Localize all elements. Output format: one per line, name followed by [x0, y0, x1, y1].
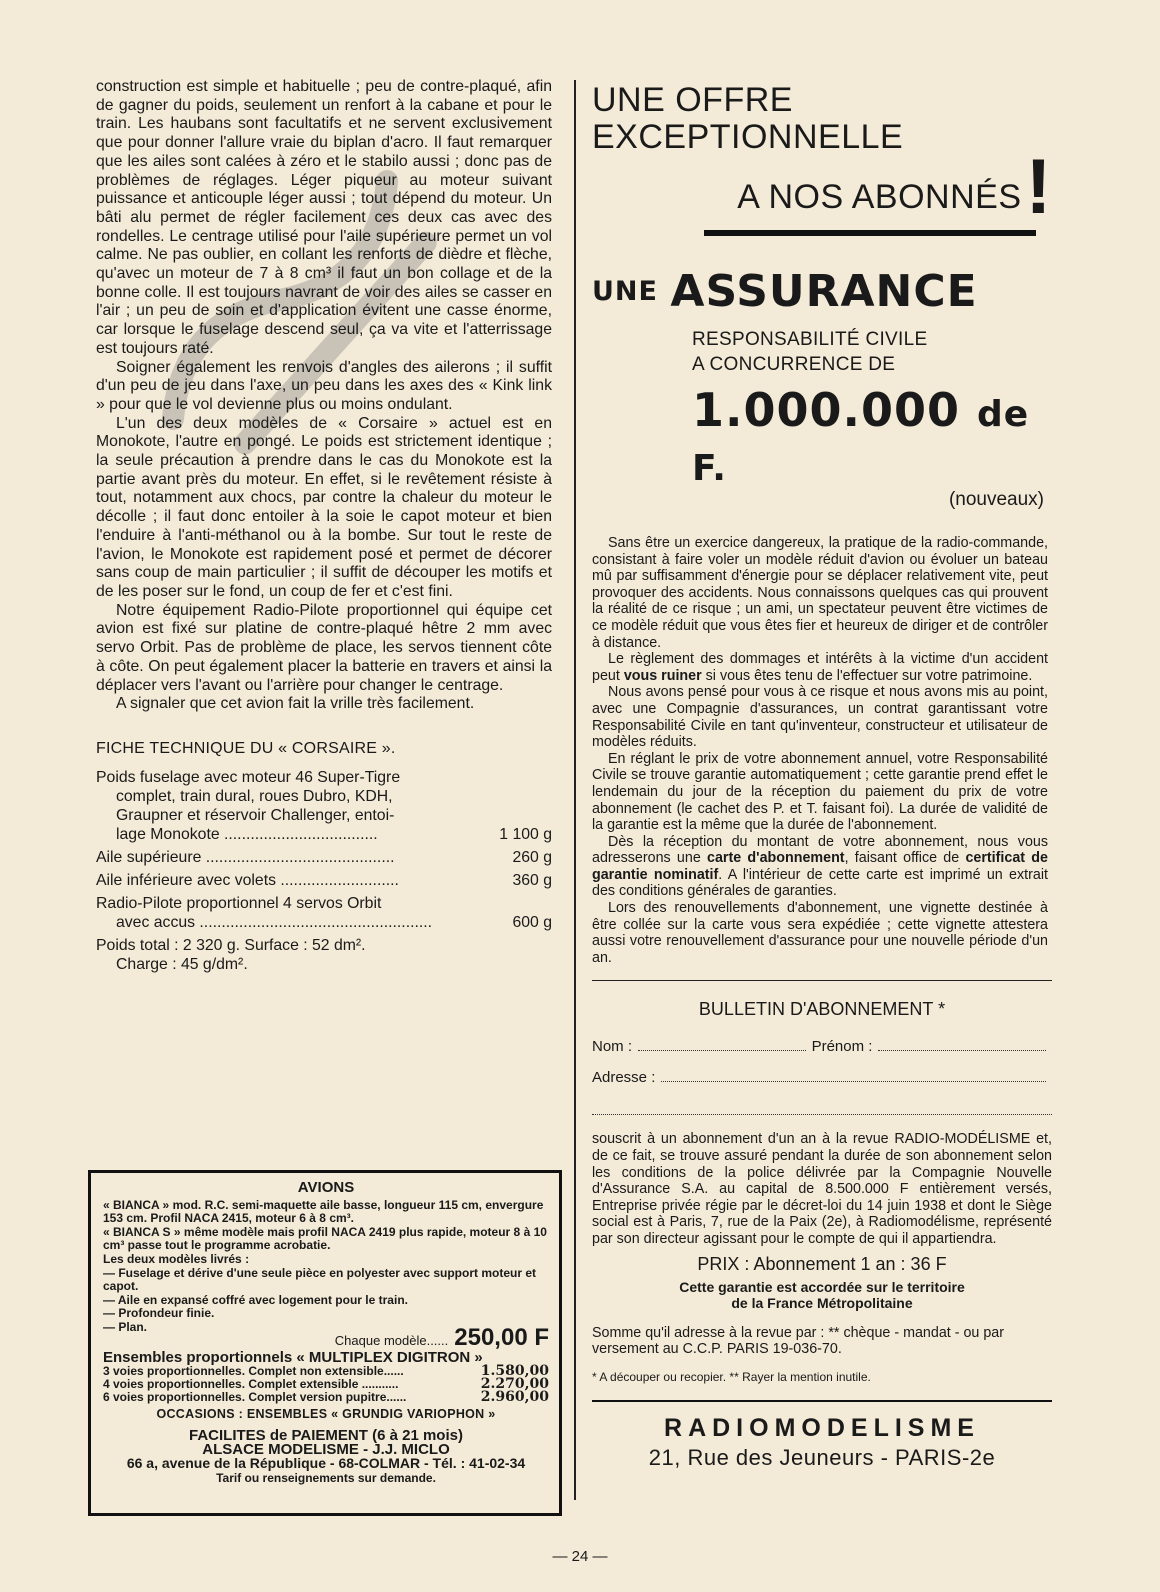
ensemble-price: 2.960,00: [480, 1388, 549, 1405]
subscription-text: souscrit à un abonnement d'un an à la revue RADIO-MODÉLISME et, de ce fait, se trouve assuré pendant la durée de son abonnement selon les conditions de la police délivrée par la Compagnie Nouvelle d'Assurance S.A. au capital de 8.500.000 F entièrement versés, Entreprise privée régie par le décret-loi du 14 juin 1938 et dont le Siège social est à Paris, 7, rue de la Paix (2e), à Radiomodélisme, représenté par son directeur agissant pour le compte de qui il appartiendra.: [592, 1131, 1052, 1247]
thick-rule: [704, 230, 1036, 236]
headline-line: EXCEPTIONNELLE: [592, 118, 904, 156]
offer-paragraph: [592, 834, 1048, 900]
column-divider: [574, 80, 576, 1500]
spec-charge: Charge : 45 g/dm².: [116, 955, 248, 973]
ad-price-value: 250,00 F: [454, 1323, 549, 1351]
spec-line: complet, train dural, roues Dubro, KDH,: [116, 787, 393, 805]
assurance-word: ASSURANCE: [670, 266, 978, 317]
text-run: , faisant office de: [844, 850, 966, 867]
right-column: [592, 82, 1052, 1471]
ad-box-alsace-modelisme: [88, 1170, 562, 1516]
text-run: . A l'intérieur de cette carte est imprimé un extrait des conditions générales de garanties.: [592, 866, 1048, 900]
spec-row: [96, 825, 552, 844]
left-column: [96, 78, 552, 974]
offer-paragraph: Nous avons pensé pour vous à ce risque et nous avons mis au point, avec une Compagnie d'assurances, un contrat garantissant votre Responsabilité Civile en tant qu'inventeur, constructeur et utilisateur de modèles réduits.: [592, 684, 1048, 751]
ad-item: — Profondeur finie.: [103, 1306, 215, 1321]
fiche-title: FICHE TECHNIQUE DU « CORSAIRE ».: [96, 739, 396, 757]
spec-value: 600 g: [512, 913, 552, 931]
spec-value: 1 100 g: [499, 825, 552, 843]
medium-rule: [592, 1400, 1052, 1402]
offer-paragraph: Lors des renouvellements d'abonnement, une vignette destinée à être collée sur la carte vous sera expédiée ; cette vignette attestera aussi votre renouvellement d'assurance pour une nouvelle période d'un an.: [592, 900, 1048, 966]
spec-row: [96, 848, 552, 867]
nom-label: Nom :: [592, 1038, 633, 1056]
occasions-line: OCCASIONS : ENSEMBLES « GRUNDIG VARIOPHON »: [156, 1406, 496, 1421]
spec-total: Poids total : 2 320 g. Surface : 52 dm².: [96, 936, 366, 954]
ensemble-label: 3 voies proportionnelles. Complet non extensible......: [103, 1363, 404, 1378]
spec-line: Radio-Pilote proportionnel 4 servos Orbit: [96, 894, 382, 912]
spec-label: Aile inférieure avec volets ...........................: [96, 871, 399, 889]
name-row: [592, 1038, 1052, 1055]
responsabilite-block: [692, 327, 1052, 377]
address-row: [592, 1069, 1052, 1086]
shop-address: 66 a, avenue de la République - 68-COLMAR - Tél. : 41-02-34: [126, 1454, 526, 1471]
shop-name: ALSACE MODELISME - J.J. MICLO: [202, 1440, 450, 1458]
spec-row: [96, 913, 552, 932]
article-text: [96, 78, 552, 714]
ensemble-label: 6 voies proportionnelles. Complet version pupitre......: [103, 1389, 407, 1404]
facilites-line: FACILITES de PAIEMENT (6 à 21 mois): [189, 1427, 463, 1445]
ad-both: Les deux modèles livrés :: [103, 1251, 250, 1266]
amount-suffix: de F.: [692, 394, 1030, 489]
offer-text: [592, 535, 1052, 966]
ad-price-label: Chaque modèle......: [334, 1332, 449, 1348]
payment-text: Somme qu'il adresse à la revue par : ** chèque - mandat - ou par versement au C.C.P. PARIS 19-036-70.: [592, 1324, 1004, 1358]
ad-item: — Fuselage et dérive d'une seule pièce en polyester avec support moteur et capot.: [103, 1265, 536, 1294]
offer-headline: [592, 81, 1052, 230]
ensembles-title: Ensembles proportionnels « MULTIPLEX DIGITRON »: [103, 1349, 483, 1367]
offer-paragraph: [592, 651, 1048, 684]
spec-line: Poids fuselage avec moteur 46 Super-Tigre: [96, 768, 401, 786]
prenom-field[interactable]: [878, 1038, 1046, 1051]
text-bold: vous ruiner: [623, 667, 702, 684]
garantie-block: [592, 1279, 1052, 1311]
prenom-label: Prénom :: [811, 1038, 873, 1056]
publisher-address: 21, Rue des Jeuneurs - PARIS-2e: [648, 1444, 996, 1470]
ensemble-price: 2.270,00: [480, 1375, 549, 1392]
spec-label: lage Monokote ...................................: [116, 825, 378, 843]
offer-paragraph: En réglant le prix de votre abonnement annuel, votre Responsabilité Civile se trouve garantie automatiquement ; cette garantie prend effet le lendemain du jour de la réception du paiement du prix de votre abonnement (le cachet des P. et T. faisant foi). La durée de validité de la garantie est la même que la durée de l'abonnement.: [592, 750, 1048, 834]
bulletin-title: BULLETIN D'ABONNEMENT *: [698, 999, 946, 1020]
adresse-label: Adresse :: [592, 1069, 656, 1087]
ensemble-row: [103, 1388, 549, 1405]
offer-paragraph: Sans être un exercice dangereux, la pratique de la radio-commande, consistant à faire voler un modèle réduit d'avion ou évoluer un bateau mû par suffisamment d'énergie pour se déplacer relativement vite, peut provoquer des accidents. Nous connaissons quelques cas qui prouvent la réalité de ce risque ; un ami, un spectateur peuvent être victimes de ce modèle réduit que vous êtes fier et heureux de diriger et de contrôler à distance.: [592, 535, 1048, 651]
spec-table: [96, 768, 552, 974]
ensemble-label: 4 voies proportionnelles. Complet extensible ...........: [103, 1376, 399, 1391]
page-number: — 24 —: [552, 1548, 608, 1565]
tarif-line: Tarif ou renseignements sur demande.: [216, 1471, 436, 1486]
ad-item: — Aile en expansé coffré avec logement pour le train.: [103, 1292, 408, 1307]
text-bold: certificat de garantie nominatif: [592, 850, 1048, 883]
assurance-une: UNE: [592, 276, 658, 307]
spec-value: 360 g: [512, 871, 552, 889]
article-paragraph: L'un des deux modèles de « Corsaire » actuel est en Monokote, l'autre en pongé. Le poids est strictement identique ; la seule précaution à prendre dans le cas du Monokote est la partie avant près du moteur. En effet, si le revêtement résiste à tout, notamment aux chocs, par contre la chaleur du moteur le décolle ; il faut donc entoiler à la soie le capot moteur et bien l'enduire à l'anti-méthanol ou à la bombe. Sur tout le reste de l'avion, le Monokote est rapidement posé et permet de décorer sans coup de main particulier ; il suffit de découper les motifs et de les poser sur le fond, un coup de fer et c'est fini.: [96, 414, 552, 600]
ad-title: AVIONS: [297, 1179, 355, 1196]
headline-abonnes: A NOS ABONNÉS: [737, 178, 1022, 216]
ensemble-price: 1.580,00: [480, 1362, 549, 1379]
text-run: Le règlement des dommages et intérêts à la victime d'un accident peut: [592, 651, 1048, 684]
publisher-name: RADIOMODELISME: [664, 1413, 980, 1442]
footnote: * A découper ou recopier. ** Rayer la mention inutile.: [592, 1369, 871, 1384]
article-paragraph: Notre équipement Radio-Pilote proportionnel qui équipe cet avion est fixé sur platine de contre-plaqué hêtre 2 mm avec servo Orbit. Pas de problème de place, les servos tiennent côte à côte. On peut également placer la batterie en travers et ainsi la déplacer vers l'avant ou l'arrière pour changer le centrage.: [96, 601, 552, 694]
exclamation-mark: !: [1025, 142, 1052, 230]
thin-rule: [592, 980, 1052, 981]
resp-line: RESPONSABILITÉ CIVILE: [692, 329, 928, 350]
text-bold: carte d'abonnement: [707, 850, 845, 867]
ad-bianca-s: « BIANCA S » même modèle mais profil NACA 2419 plus rapide, moteur 8 à 10 cm³ passe tout le programme acrobatie.: [103, 1224, 547, 1253]
spec-row: [96, 871, 552, 890]
amount-line: [692, 383, 1052, 491]
article-paragraph: construction est simple et habituelle ; peu de contre-plaqué, afin de gagner du poids, seulement un renfort à la cabane et pour le train. Les haubans sont facultatifs et ne servent exclusivement que pour donner l'allure vraie du biplan d'acro. Il faut remarquer que les ailes sont calées à zéro et le stabilo aussi ; donc pas de problèmes de réglages. Léger piqueur au moteur suivant puissance et anticouple léger aussi ; tout dépend du moteur. Un bâti alu permet de régler facilement ces deux cas avec des rondelles. Le centrage utilisé pour l'aile supérieure permet un vol calme. Ne pas oublier, en collant les renforts de dièdre et flèche, qu'avec un moteur de 7 à 8 cm³ il faut un bon collage et de la bonne colle. Il est toujours navrant de voir des ailes se casser en l'air ; un peu de soin et d'application évitent une casse énorme, car lorsque le fuselage descend seul, ça va vite et l'atterrissage est toujours raté.: [96, 78, 552, 357]
headline-line: UNE OFFRE: [592, 81, 793, 119]
spec-value: 260 g: [512, 848, 552, 866]
headline-line: [592, 142, 1052, 230]
resp-line: A CONCURRENCE DE: [692, 354, 896, 375]
amount-value: 1.000.000: [692, 383, 960, 437]
spec-line: Graupner et réservoir Challenger, entoi-: [116, 806, 395, 824]
ad-bianca: « BIANCA » mod. R.C. semi-maquette aile basse, longueur 115 cm, envergure 153 cm. Profil NACA 2415, moteur 6 à 8 cm³.: [103, 1197, 544, 1226]
garantie-line: de la France Métropolitaine: [731, 1294, 913, 1311]
spec-label: avec accus .....................................................: [116, 913, 433, 931]
text-run: Dès la réception du montant de votre abonnement, nous vous adresserons une: [592, 833, 1048, 867]
text-run: si vous êtes tenu de l'effectuer sur votre patrimoine.: [701, 667, 1033, 684]
adresse-field[interactable]: [661, 1069, 1046, 1082]
assurance-title: [592, 266, 1052, 317]
spec-label: Aile supérieure ...........................................: [96, 848, 395, 866]
nom-field[interactable]: [638, 1038, 806, 1051]
article-paragraph: Soigner également les renvois d'angles des ailerons ; il suffit d'un peu de jeu dans l'axe, un peu dans les axes des « Kink link » pour que le vol devienne plus ou moins ondulant.: [96, 358, 552, 413]
article-paragraph: A signaler que cet avion fait la vrille très facilement.: [116, 695, 475, 713]
ad-item: — Plan.: [103, 1319, 148, 1334]
nouveaux-label: (nouveaux): [948, 489, 1044, 510]
price-line: PRIX : Abonnement 1 an : 36 F: [697, 1253, 947, 1274]
garantie-line: Cette garantie est accordée sur le territoire: [679, 1278, 965, 1295]
adresse-field-line2[interactable]: [592, 1100, 1052, 1115]
